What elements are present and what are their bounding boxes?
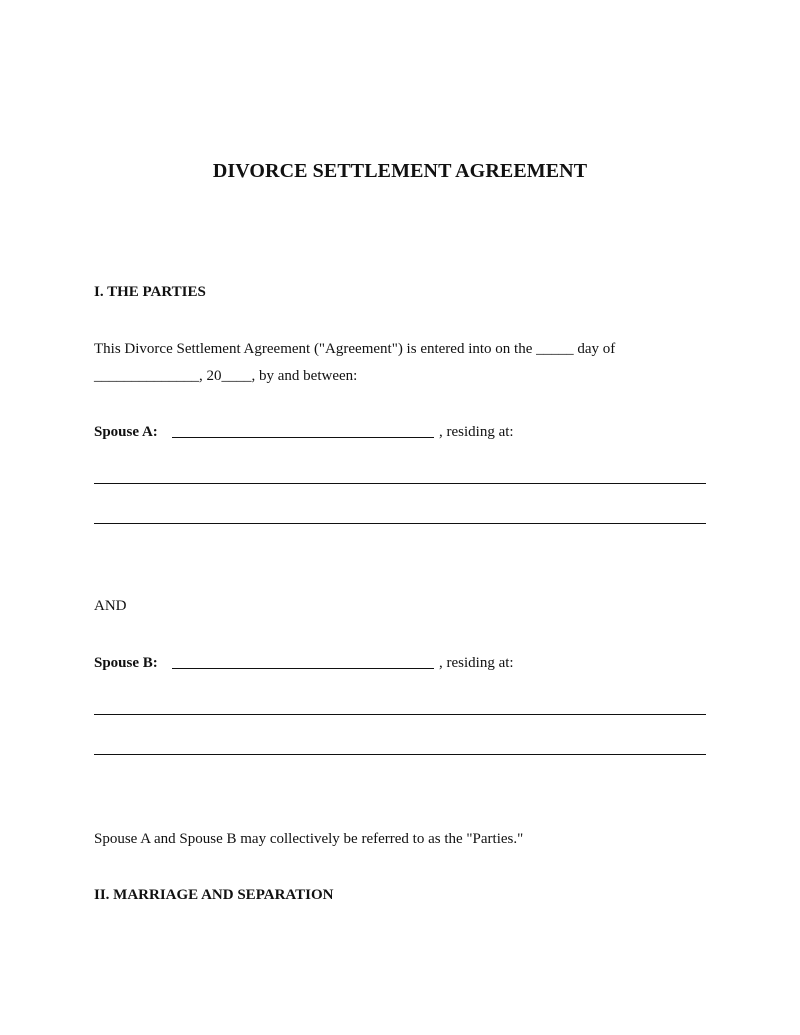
year-blank[interactable]: ____ (221, 368, 252, 384)
day-blank[interactable]: _____ (536, 341, 574, 357)
spouse-b-residing: , residing at: (439, 655, 514, 671)
spouse-a-residing: , residing at: (439, 424, 514, 440)
and-text: AND (94, 598, 127, 614)
spouse-a-row (94, 424, 158, 441)
spouse-a-address-line-2[interactable] (94, 523, 706, 524)
month-blank[interactable]: ______________ (94, 368, 199, 384)
intro-text: This Divorce Settlement Agreement ("Agreement") is entered into on the (94, 341, 533, 357)
document-title: DIVORCE SETTLEMENT AGREEMENT (212, 160, 588, 182)
spouse-a-name-field[interactable] (172, 437, 434, 438)
spouse-a-address-line-1[interactable] (94, 483, 706, 484)
intro-line-1 (94, 341, 615, 358)
spouse-b-address-line-1[interactable] (94, 714, 706, 715)
spouse-b-name-field[interactable] (172, 668, 434, 669)
section-heading-marriage: II. MARRIAGE AND SEPARATION (94, 887, 334, 903)
intro-text-day-of: day of (577, 341, 616, 357)
section-heading-parties: I. THE PARTIES (94, 284, 206, 300)
year-prefix: , 20 (199, 368, 222, 384)
spouse-b-label: Spouse B: (94, 655, 158, 671)
spouse-b-row (94, 655, 158, 672)
spouse-a-label: Spouse A: (94, 424, 158, 440)
intro-text-between: , by and between: (251, 368, 358, 384)
parties-definition: Spouse A and Spouse B may collectively be referred to as the "Parties." (94, 831, 524, 847)
intro-line-2 (94, 368, 357, 385)
spouse-b-address-line-2[interactable] (94, 754, 706, 755)
